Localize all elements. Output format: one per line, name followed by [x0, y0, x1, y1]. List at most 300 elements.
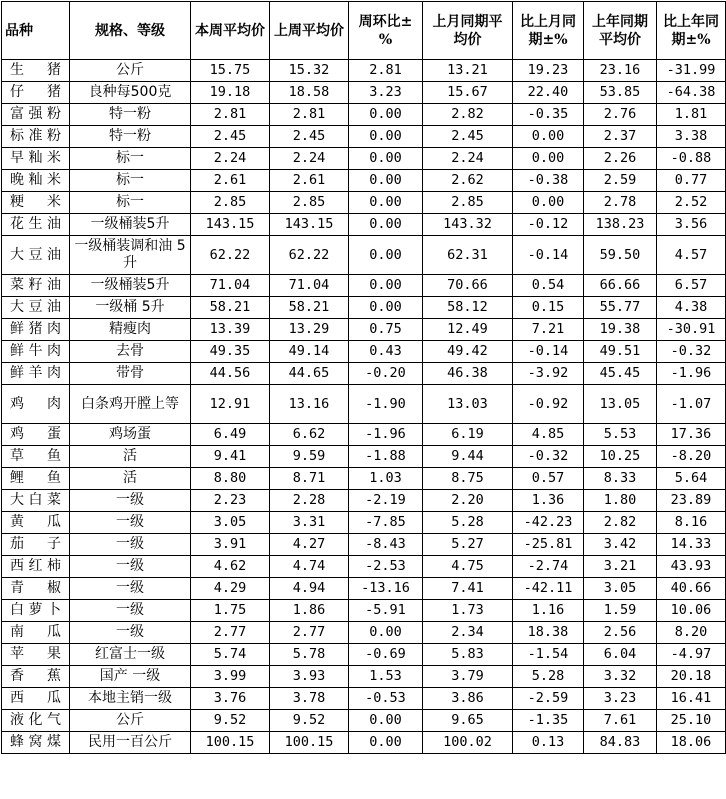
last-year-cell: 3.23 — [584, 688, 657, 710]
this-week-cell: 1.75 — [191, 600, 270, 622]
last-week-cell: 3.93 — [270, 666, 349, 688]
week-change-cell: -1.96 — [349, 424, 423, 446]
table-row — [2, 666, 726, 688]
last-week-cell: 62.22 — [270, 236, 349, 275]
spec-cell: 一级 — [70, 556, 191, 578]
spec-cell: 一级 — [70, 622, 191, 644]
year-change-cell: 1.81 — [657, 104, 726, 126]
last-week-cell: 143.15 — [270, 214, 349, 236]
product-name-cell: 鲜牛肉 — [2, 341, 70, 363]
table-row — [2, 534, 726, 556]
spec-cell: 红富士一级 — [70, 644, 191, 666]
this-week-cell: 3.91 — [191, 534, 270, 556]
week-change-cell: 0.00 — [349, 104, 423, 126]
last-month-cell: 2.24 — [423, 148, 513, 170]
spec-cell: 一级 — [70, 600, 191, 622]
last-month-cell: 49.42 — [423, 341, 513, 363]
product-name-cell: 茄子 — [2, 534, 70, 556]
last-week-cell: 8.71 — [270, 468, 349, 490]
table-row — [2, 104, 726, 126]
this-week-cell: 4.62 — [191, 556, 270, 578]
this-week-cell: 5.74 — [191, 644, 270, 666]
week-change-cell: -0.69 — [349, 644, 423, 666]
last-month-cell: 5.27 — [423, 534, 513, 556]
last-year-cell: 1.59 — [584, 600, 657, 622]
week-change-cell: -7.85 — [349, 512, 423, 534]
table-row — [2, 82, 726, 104]
table-row — [2, 710, 726, 732]
header-cell: 上年同期平均价 — [584, 2, 657, 60]
week-change-cell: -0.53 — [349, 688, 423, 710]
year-change-cell: -30.91 — [657, 319, 726, 341]
table-row — [2, 578, 726, 600]
month-change-cell: 1.16 — [513, 600, 584, 622]
last-year-cell: 59.50 — [584, 236, 657, 275]
week-change-cell: -2.19 — [349, 490, 423, 512]
last-week-cell: 3.78 — [270, 688, 349, 710]
price-table — [1, 1, 726, 754]
last-year-cell: 3.32 — [584, 666, 657, 688]
product-name-cell: 南瓜 — [2, 622, 70, 644]
last-month-cell: 1.73 — [423, 600, 513, 622]
product-name-cell: 早籼米 — [2, 148, 70, 170]
year-change-cell: 23.89 — [657, 490, 726, 512]
product-name-cell: 液化气 — [2, 710, 70, 732]
table-row — [2, 170, 726, 192]
month-change-cell: -0.35 — [513, 104, 584, 126]
last-year-cell: 10.25 — [584, 446, 657, 468]
product-name-cell: 鲜猪肉 — [2, 319, 70, 341]
last-month-cell: 100.02 — [423, 732, 513, 754]
this-week-cell: 2.85 — [191, 192, 270, 214]
year-change-cell: -64.38 — [657, 82, 726, 104]
spec-cell: 一级桶装5升 — [70, 275, 191, 297]
table-row — [2, 600, 726, 622]
month-change-cell: 22.40 — [513, 82, 584, 104]
table-row — [2, 148, 726, 170]
last-year-cell: 3.42 — [584, 534, 657, 556]
year-change-cell: -0.32 — [657, 341, 726, 363]
table-row — [2, 424, 726, 446]
last-week-cell: 18.58 — [270, 82, 349, 104]
week-change-cell: 0.00 — [349, 214, 423, 236]
week-change-cell: 0.00 — [349, 192, 423, 214]
year-change-cell: 2.52 — [657, 192, 726, 214]
week-change-cell: -5.91 — [349, 600, 423, 622]
year-change-cell: -1.07 — [657, 385, 726, 424]
header-cell: 比上月同期±% — [513, 2, 584, 60]
month-change-cell: 0.57 — [513, 468, 584, 490]
last-month-cell: 58.12 — [423, 297, 513, 319]
spec-cell: 一级桶装5升 — [70, 214, 191, 236]
last-month-cell: 9.65 — [423, 710, 513, 732]
week-change-cell: 1.53 — [349, 666, 423, 688]
product-name-cell: 白萝卜 — [2, 600, 70, 622]
month-change-cell: -0.14 — [513, 341, 584, 363]
spec-cell: 标一 — [70, 148, 191, 170]
last-month-cell: 3.79 — [423, 666, 513, 688]
last-month-cell: 2.45 — [423, 126, 513, 148]
this-week-cell: 19.18 — [191, 82, 270, 104]
week-change-cell: 0.00 — [349, 732, 423, 754]
year-change-cell: 25.10 — [657, 710, 726, 732]
last-week-cell: 9.52 — [270, 710, 349, 732]
week-change-cell: 0.43 — [349, 341, 423, 363]
last-year-cell: 49.51 — [584, 341, 657, 363]
table-row — [2, 60, 726, 82]
spec-cell: 民用一百公斤 — [70, 732, 191, 754]
header-cell: 规格、等级 — [70, 2, 191, 60]
month-change-cell: -25.81 — [513, 534, 584, 556]
last-year-cell: 2.76 — [584, 104, 657, 126]
year-change-cell: -8.20 — [657, 446, 726, 468]
product-name-cell: 仔猪 — [2, 82, 70, 104]
last-year-cell: 19.38 — [584, 319, 657, 341]
year-change-cell: -1.96 — [657, 363, 726, 385]
this-week-cell: 2.24 — [191, 148, 270, 170]
year-change-cell: 3.38 — [657, 126, 726, 148]
table-row — [2, 126, 726, 148]
last-month-cell: 13.21 — [423, 60, 513, 82]
product-name-cell: 黄瓜 — [2, 512, 70, 534]
year-change-cell: 20.18 — [657, 666, 726, 688]
year-change-cell: 8.20 — [657, 622, 726, 644]
last-month-cell: 3.86 — [423, 688, 513, 710]
last-month-cell: 8.75 — [423, 468, 513, 490]
spec-cell: 一级 — [70, 512, 191, 534]
year-change-cell: 5.64 — [657, 468, 726, 490]
year-change-cell: 17.36 — [657, 424, 726, 446]
header-cell: 品种 — [2, 2, 70, 60]
year-change-cell: 18.06 — [657, 732, 726, 754]
this-week-cell: 58.21 — [191, 297, 270, 319]
table-row — [2, 732, 726, 754]
year-change-cell: 8.16 — [657, 512, 726, 534]
product-name-cell: 晚籼米 — [2, 170, 70, 192]
month-change-cell: -42.23 — [513, 512, 584, 534]
last-month-cell: 13.03 — [423, 385, 513, 424]
product-name-cell: 苹果 — [2, 644, 70, 666]
month-change-cell: -2.74 — [513, 556, 584, 578]
this-week-cell: 2.61 — [191, 170, 270, 192]
this-week-cell: 9.52 — [191, 710, 270, 732]
last-week-cell: 4.74 — [270, 556, 349, 578]
year-change-cell: 16.41 — [657, 688, 726, 710]
last-month-cell: 143.32 — [423, 214, 513, 236]
last-month-cell: 15.67 — [423, 82, 513, 104]
month-change-cell: -42.11 — [513, 578, 584, 600]
header-row — [2, 2, 726, 60]
product-name-cell: 菜籽油 — [2, 275, 70, 297]
table-row — [2, 490, 726, 512]
last-month-cell: 5.83 — [423, 644, 513, 666]
last-year-cell: 2.78 — [584, 192, 657, 214]
month-change-cell: -3.92 — [513, 363, 584, 385]
week-change-cell: 2.81 — [349, 60, 423, 82]
month-change-cell: -0.14 — [513, 236, 584, 275]
month-change-cell: -2.59 — [513, 688, 584, 710]
week-change-cell: -1.88 — [349, 446, 423, 468]
week-change-cell: 0.00 — [349, 126, 423, 148]
product-name-cell: 大白菜 — [2, 490, 70, 512]
month-change-cell: -1.35 — [513, 710, 584, 732]
product-name-cell: 西红柿 — [2, 556, 70, 578]
last-week-cell: 4.27 — [270, 534, 349, 556]
table-row — [2, 236, 726, 275]
spec-cell: 一级 — [70, 578, 191, 600]
year-change-cell: 43.93 — [657, 556, 726, 578]
month-change-cell: 0.00 — [513, 148, 584, 170]
this-week-cell: 3.99 — [191, 666, 270, 688]
table-row — [2, 214, 726, 236]
last-year-cell: 3.21 — [584, 556, 657, 578]
month-change-cell: -1.54 — [513, 644, 584, 666]
last-month-cell: 2.62 — [423, 170, 513, 192]
this-week-cell: 62.22 — [191, 236, 270, 275]
last-year-cell: 5.53 — [584, 424, 657, 446]
table-row — [2, 319, 726, 341]
last-year-cell: 66.66 — [584, 275, 657, 297]
product-name-cell: 草鱼 — [2, 446, 70, 468]
header-cell: 上周平均价 — [270, 2, 349, 60]
month-change-cell: -0.92 — [513, 385, 584, 424]
spec-cell: 本地主销一级 — [70, 688, 191, 710]
table-row — [2, 363, 726, 385]
year-change-cell: 14.33 — [657, 534, 726, 556]
table-row — [2, 644, 726, 666]
product-name-cell: 富强粉 — [2, 104, 70, 126]
last-year-cell: 3.05 — [584, 578, 657, 600]
table-row — [2, 275, 726, 297]
week-change-cell: 0.00 — [349, 710, 423, 732]
this-week-cell: 3.76 — [191, 688, 270, 710]
product-name-cell: 生猪 — [2, 60, 70, 82]
year-change-cell: 3.56 — [657, 214, 726, 236]
year-change-cell: -4.97 — [657, 644, 726, 666]
spec-cell: 公斤 — [70, 60, 191, 82]
last-week-cell: 100.15 — [270, 732, 349, 754]
this-week-cell: 2.77 — [191, 622, 270, 644]
this-week-cell: 2.23 — [191, 490, 270, 512]
week-change-cell: 0.00 — [349, 236, 423, 275]
last-week-cell: 2.77 — [270, 622, 349, 644]
this-week-cell: 3.05 — [191, 512, 270, 534]
product-name-cell: 鲤鱼 — [2, 468, 70, 490]
month-change-cell: 18.38 — [513, 622, 584, 644]
year-change-cell: 4.38 — [657, 297, 726, 319]
week-change-cell: 0.00 — [349, 148, 423, 170]
last-year-cell: 55.77 — [584, 297, 657, 319]
last-year-cell: 84.83 — [584, 732, 657, 754]
last-week-cell: 4.94 — [270, 578, 349, 600]
this-week-cell: 4.29 — [191, 578, 270, 600]
table-row — [2, 446, 726, 468]
product-name-cell: 鸡肉 — [2, 385, 70, 424]
product-name-cell: 花生油 — [2, 214, 70, 236]
spec-cell: 特一粉 — [70, 126, 191, 148]
last-month-cell: 9.44 — [423, 446, 513, 468]
table-row — [2, 297, 726, 319]
spec-cell: 特一粉 — [70, 104, 191, 126]
product-name-cell: 香蕉 — [2, 666, 70, 688]
this-week-cell: 2.81 — [191, 104, 270, 126]
month-change-cell: 0.13 — [513, 732, 584, 754]
month-change-cell: 0.54 — [513, 275, 584, 297]
last-month-cell: 2.34 — [423, 622, 513, 644]
product-name-cell: 青椒 — [2, 578, 70, 600]
spec-cell: 白条鸡开膛上等 — [70, 385, 191, 424]
last-week-cell: 3.31 — [270, 512, 349, 534]
spec-cell: 去骨 — [70, 341, 191, 363]
year-change-cell: -31.99 — [657, 60, 726, 82]
week-change-cell: 0.00 — [349, 297, 423, 319]
last-year-cell: 23.16 — [584, 60, 657, 82]
week-change-cell: -8.43 — [349, 534, 423, 556]
last-year-cell: 2.59 — [584, 170, 657, 192]
this-week-cell: 13.39 — [191, 319, 270, 341]
spec-cell: 标一 — [70, 192, 191, 214]
last-week-cell: 2.24 — [270, 148, 349, 170]
header-cell: 上月同期平均价 — [423, 2, 513, 60]
year-change-cell: 4.57 — [657, 236, 726, 275]
week-change-cell: -13.16 — [349, 578, 423, 600]
last-month-cell: 2.82 — [423, 104, 513, 126]
month-change-cell: 5.28 — [513, 666, 584, 688]
table-row — [2, 385, 726, 424]
header-cell: 周环比±% — [349, 2, 423, 60]
this-week-cell: 143.15 — [191, 214, 270, 236]
month-change-cell: 7.21 — [513, 319, 584, 341]
month-change-cell: 0.15 — [513, 297, 584, 319]
last-week-cell: 13.29 — [270, 319, 349, 341]
last-week-cell: 15.32 — [270, 60, 349, 82]
last-year-cell: 138.23 — [584, 214, 657, 236]
table-row — [2, 341, 726, 363]
header-cell: 比上年同期±% — [657, 2, 726, 60]
month-change-cell: 0.00 — [513, 192, 584, 214]
spec-cell: 活 — [70, 446, 191, 468]
this-week-cell: 49.35 — [191, 341, 270, 363]
last-week-cell: 9.59 — [270, 446, 349, 468]
last-week-cell: 2.28 — [270, 490, 349, 512]
header-cell: 本周平均价 — [191, 2, 270, 60]
last-week-cell: 5.78 — [270, 644, 349, 666]
week-change-cell: -2.53 — [349, 556, 423, 578]
this-week-cell: 100.15 — [191, 732, 270, 754]
last-week-cell: 2.85 — [270, 192, 349, 214]
this-week-cell: 71.04 — [191, 275, 270, 297]
year-change-cell: 10.06 — [657, 600, 726, 622]
week-change-cell: -0.20 — [349, 363, 423, 385]
week-change-cell: -1.90 — [349, 385, 423, 424]
last-week-cell: 2.45 — [270, 126, 349, 148]
last-week-cell: 1.86 — [270, 600, 349, 622]
table-row — [2, 622, 726, 644]
month-change-cell: 19.23 — [513, 60, 584, 82]
this-week-cell: 15.75 — [191, 60, 270, 82]
last-month-cell: 70.66 — [423, 275, 513, 297]
spec-cell: 一级 — [70, 490, 191, 512]
last-year-cell: 2.37 — [584, 126, 657, 148]
spec-cell: 国产 一级 — [70, 666, 191, 688]
table-row — [2, 512, 726, 534]
table-row — [2, 556, 726, 578]
this-week-cell: 2.45 — [191, 126, 270, 148]
last-year-cell: 53.85 — [584, 82, 657, 104]
last-month-cell: 6.19 — [423, 424, 513, 446]
last-year-cell: 2.82 — [584, 512, 657, 534]
month-change-cell: 4.85 — [513, 424, 584, 446]
year-change-cell: 0.77 — [657, 170, 726, 192]
last-month-cell: 46.38 — [423, 363, 513, 385]
table-row — [2, 688, 726, 710]
last-week-cell: 13.16 — [270, 385, 349, 424]
product-name-cell: 鸡蛋 — [2, 424, 70, 446]
this-week-cell: 6.49 — [191, 424, 270, 446]
last-week-cell: 6.62 — [270, 424, 349, 446]
week-change-cell: 0.00 — [349, 275, 423, 297]
this-week-cell: 9.41 — [191, 446, 270, 468]
month-change-cell: 0.00 — [513, 126, 584, 148]
product-name-cell: 粳米 — [2, 192, 70, 214]
last-year-cell: 6.04 — [584, 644, 657, 666]
last-week-cell: 71.04 — [270, 275, 349, 297]
week-change-cell: 1.03 — [349, 468, 423, 490]
spec-cell: 公斤 — [70, 710, 191, 732]
week-change-cell: 0.75 — [349, 319, 423, 341]
spec-cell: 活 — [70, 468, 191, 490]
table-header — [2, 2, 726, 60]
week-change-cell: 0.00 — [349, 622, 423, 644]
spec-cell: 良种每500克 — [70, 82, 191, 104]
week-change-cell: 3.23 — [349, 82, 423, 104]
product-name-cell: 标准粉 — [2, 126, 70, 148]
last-year-cell: 45.45 — [584, 363, 657, 385]
spec-cell: 一级 — [70, 534, 191, 556]
table-body — [2, 60, 726, 754]
last-week-cell: 2.81 — [270, 104, 349, 126]
last-year-cell: 2.26 — [584, 148, 657, 170]
last-month-cell: 5.28 — [423, 512, 513, 534]
last-month-cell: 4.75 — [423, 556, 513, 578]
month-change-cell: -0.32 — [513, 446, 584, 468]
product-name-cell: 大豆油 — [2, 297, 70, 319]
table-row — [2, 192, 726, 214]
spec-cell: 带骨 — [70, 363, 191, 385]
last-year-cell: 7.61 — [584, 710, 657, 732]
last-month-cell: 2.20 — [423, 490, 513, 512]
product-name-cell: 大豆油 — [2, 236, 70, 275]
month-change-cell: -0.38 — [513, 170, 584, 192]
spec-cell: 鸡场蛋 — [70, 424, 191, 446]
month-change-cell: -0.12 — [513, 214, 584, 236]
last-month-cell: 12.49 — [423, 319, 513, 341]
last-year-cell: 2.56 — [584, 622, 657, 644]
spec-cell: 标一 — [70, 170, 191, 192]
last-week-cell: 44.65 — [270, 363, 349, 385]
year-change-cell: 6.57 — [657, 275, 726, 297]
year-change-cell: 40.66 — [657, 578, 726, 600]
year-change-cell: -0.88 — [657, 148, 726, 170]
table-row — [2, 468, 726, 490]
last-month-cell: 7.41 — [423, 578, 513, 600]
product-name-cell: 西瓜 — [2, 688, 70, 710]
last-year-cell: 1.80 — [584, 490, 657, 512]
last-week-cell: 58.21 — [270, 297, 349, 319]
this-week-cell: 12.91 — [191, 385, 270, 424]
spec-cell: 一级桶装调和油 5升 — [70, 236, 191, 275]
spec-cell: 精瘦肉 — [70, 319, 191, 341]
